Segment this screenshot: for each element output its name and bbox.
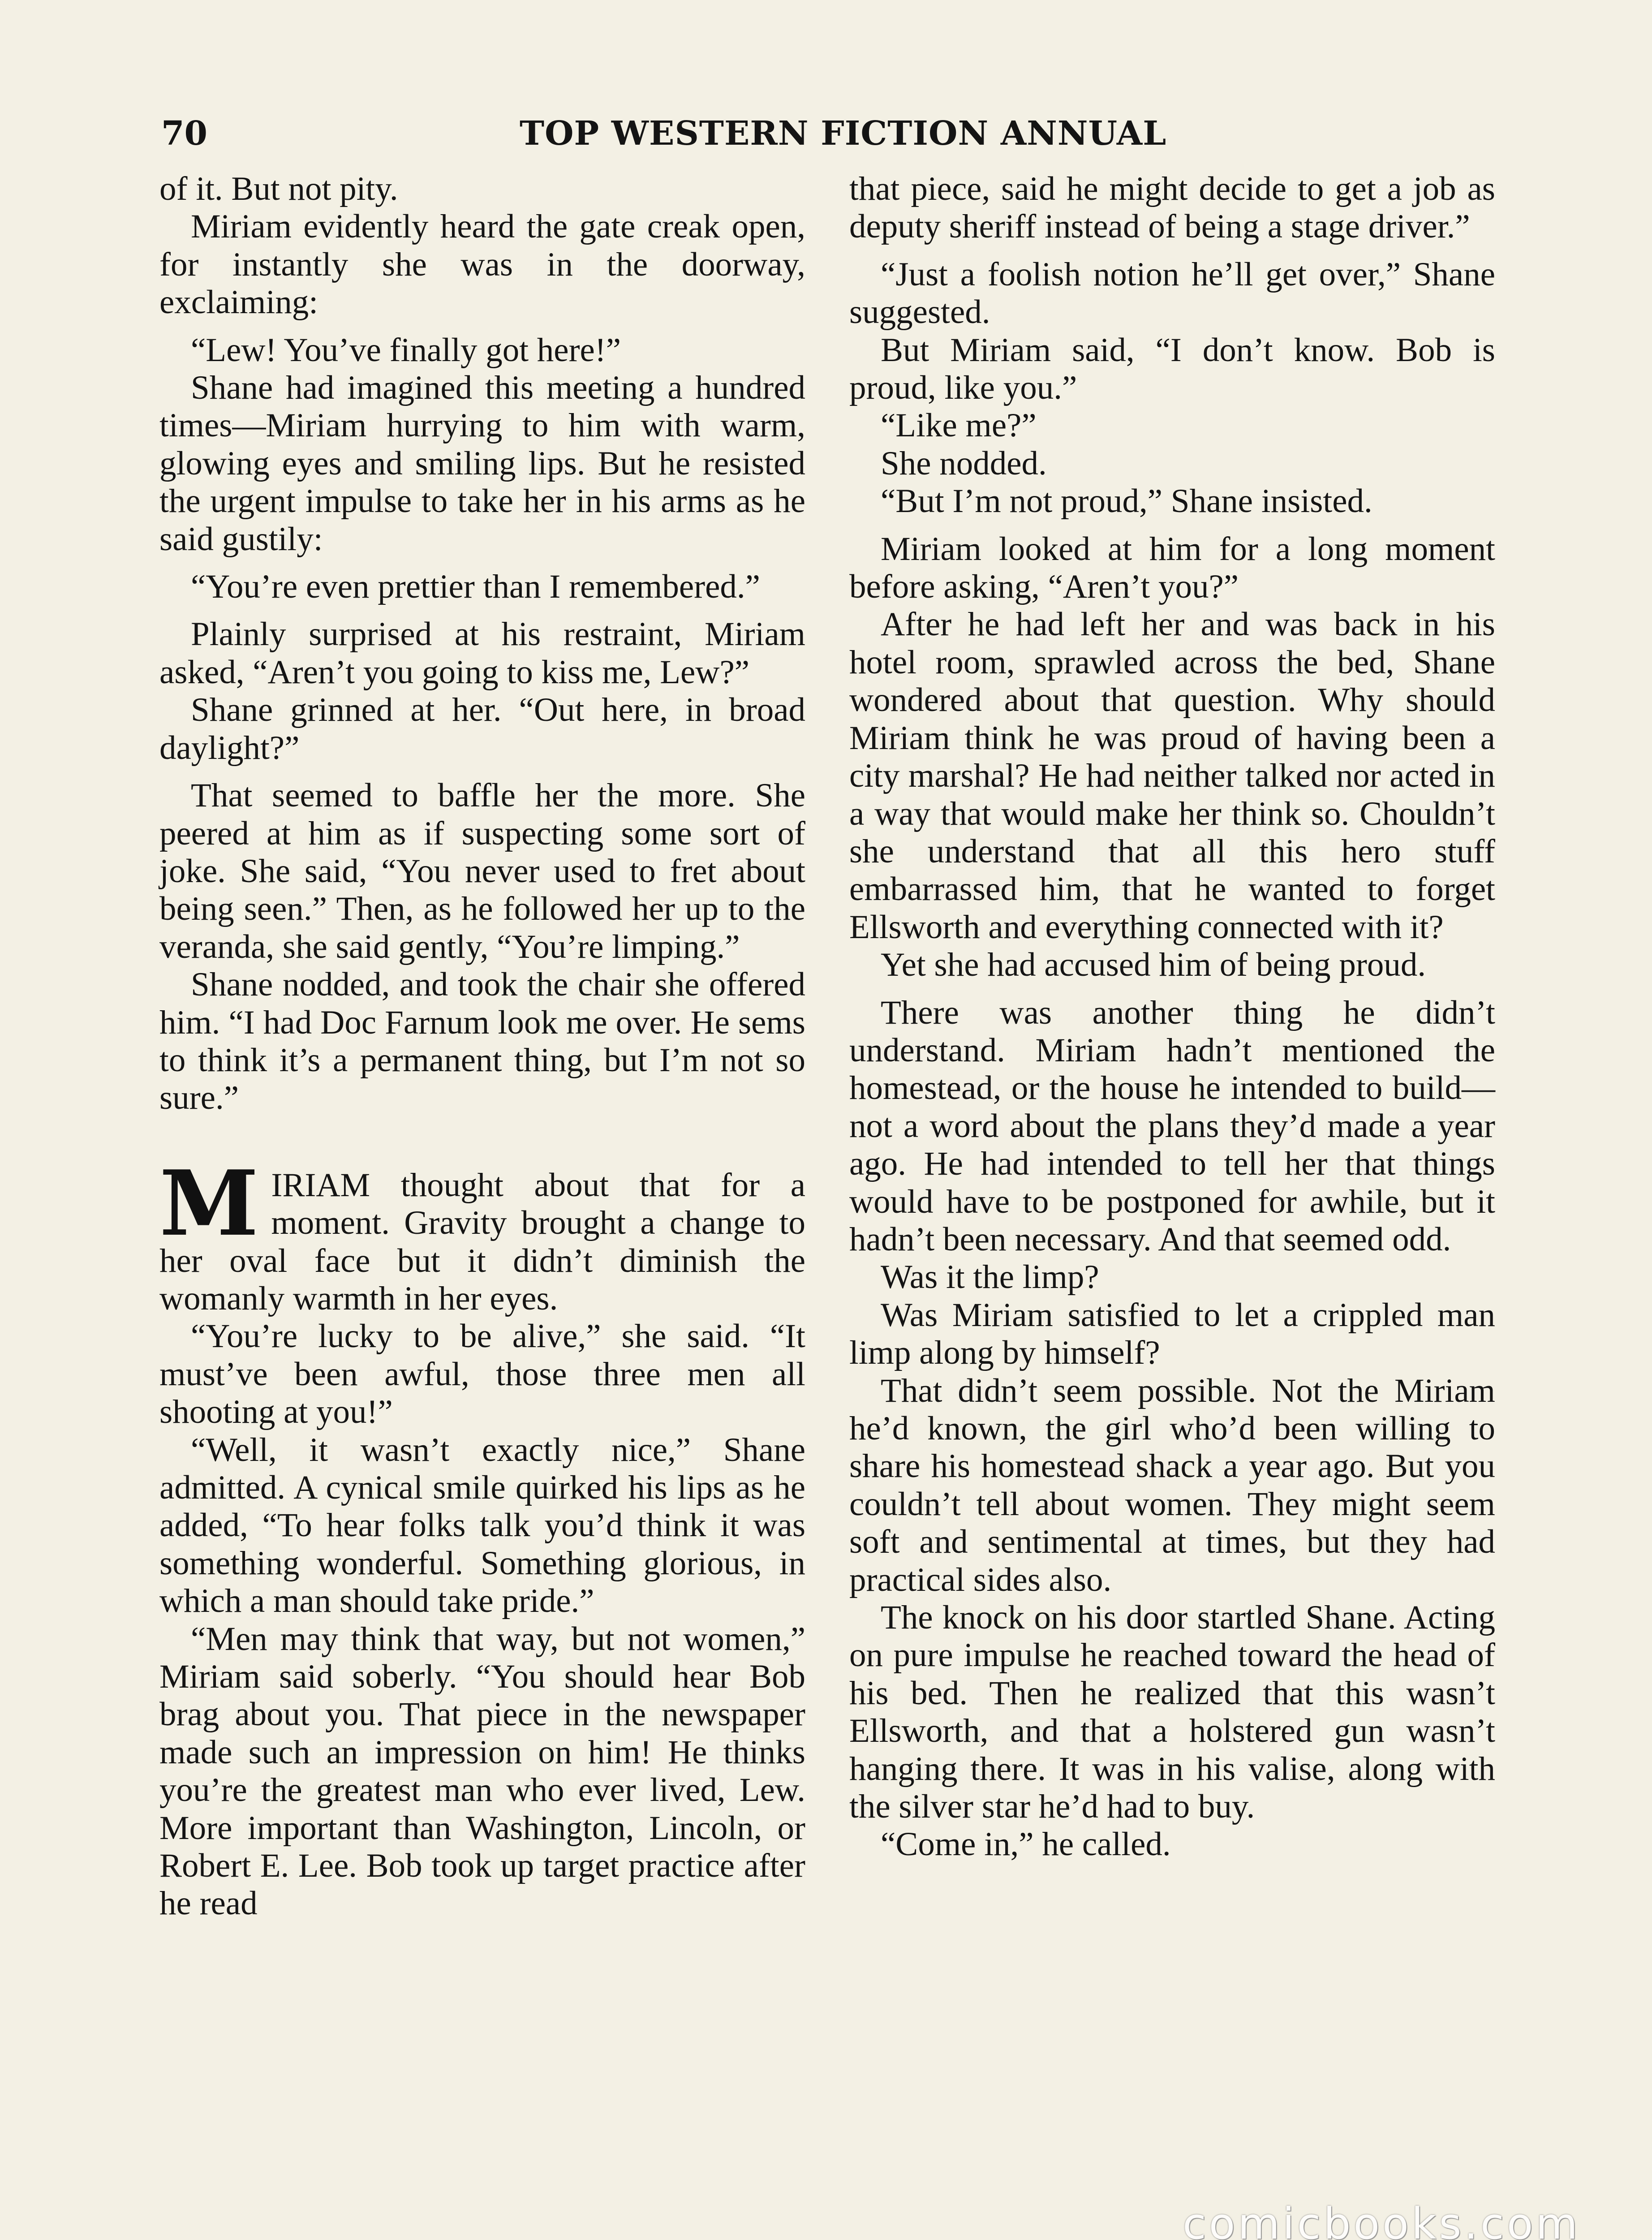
paragraph: Shane nodded, and took the chair she offered him. “I had Doc Farnum look me over. He sems to think it’s a permanent thing, but I’m not so sure.” bbox=[159, 966, 805, 1117]
paragraph-text: IRIAM thought about that for a moment. Gravity brought a change to her oval face but it didn’t diminish the womanly warmth in her eyes. bbox=[159, 1166, 805, 1317]
paragraph: That didn’t seem possible. Not the Miriam he’d known, the girl who’d been willing to share his homestead shack a year ago. But you couldn’t tell about women. They might seem soft and sentimental at times, but they had practical sides also. bbox=[849, 1372, 1495, 1598]
paragraph: Was Miriam satisfied to let a crippled man limp along by himself? bbox=[849, 1296, 1495, 1372]
paragraph: “But I’m not proud,” Shane insisted. bbox=[881, 482, 1372, 520]
paragraph: Miriam looked at him for a long moment before asking, “Aren’t you?” bbox=[849, 530, 1495, 606]
paragraph: Yet she had accused him of being proud. bbox=[881, 946, 1426, 984]
paragraph: After he had left her and was back in his hotel room, sprawled across the bed, Shane wondered about that question. Why should Miriam think he was proud of having been a city marshal? He had neither talked nor acted in a way that would make her think so. Chouldn’t she understand that all this hero stuff embarrassed him, that he wanted to forget Ellsworth and everything connected with it? bbox=[849, 606, 1495, 946]
paragraph: that piece, said he might decide to get a job as deputy sheriff instead of being a stage driver.” bbox=[849, 170, 1495, 246]
right-column bbox=[849, 170, 1495, 1864]
paragraph: She nodded. bbox=[881, 444, 1047, 482]
paragraph: Plainly surprised at his restraint, Miriam asked, “Aren’t you going to kiss me, Lew?” bbox=[159, 616, 805, 691]
page-header bbox=[161, 114, 1167, 164]
paragraph: “Just a foolish notion he’ll get over,” Shane suggested. bbox=[849, 255, 1495, 331]
paragraph: Shane grinned at her. “Out here, in broad daylight?” bbox=[159, 691, 805, 767]
paragraph: Shane had imagined this meeting a hundred times—Miriam hurrying to him with warm, glowing eyes and smiling lips. But he resisted the urgent impulse to take her in his arms as he said gustily: bbox=[159, 369, 805, 558]
left-column bbox=[159, 170, 805, 1923]
paragraph: “You’re even prettier than I remembered.” bbox=[191, 568, 760, 606]
page-number: 70 bbox=[161, 114, 207, 153]
paragraph: Miriam evidently heard the gate creak open, for instantly she was in the doorway, exclaiming: bbox=[159, 208, 805, 321]
paragraph: “Men may think that way, but not women,” Miriam said soberly. “You should hear Bob brag about you. That piece in the newspaper made such an impression on him! He thinks you’re the greatest man who ever lived, Lew. More important than Washington, Lincoln, or Robert E. Lee. Bob took up target practice after he read bbox=[159, 1620, 805, 1922]
paragraph: “Well, it wasn’t exactly nice,” Shane admitted. A cynical smile quirked his lips as he added, “To hear folks talk you’d think it was something wonderful. Something glorious, in which a man should take pride.” bbox=[159, 1431, 805, 1620]
watermark: comicbooks.com bbox=[1182, 2199, 1580, 2240]
paragraph: But Miriam said, “I don’t know. Bob is proud, like you.” bbox=[849, 331, 1495, 407]
paragraph: “Lew! You’ve finally got here!” bbox=[191, 331, 621, 369]
paragraph: of it. But not pity. bbox=[159, 170, 398, 207]
paragraph: Was it the limp? bbox=[881, 1258, 1099, 1296]
paragraph: There was another thing he didn’t understand. Miriam hadn’t mentioned the homestead, or the house he intended to build—not a word about the plans they’d made a year ago. He had intended to tell her that things would have to be postponed for awhile, but it hadn’t been necessary. And that seemed odd. bbox=[849, 994, 1495, 1258]
paragraph: The knock on his door startled Shane. Acting on pure impulse he reached toward the head of his bed. Then he realized that this wasn’t Ellsworth, and that a holstered gun wasn’t hanging there. It was in his valise, along with the silver star he’d had to buy. bbox=[849, 1599, 1495, 1826]
paragraph: “Like me?” bbox=[881, 407, 1037, 444]
page-title: TOP WESTERN FICTION ANNUAL bbox=[520, 114, 1167, 153]
paragraph: That seemed to baffle her the more. She peered at him as if suspecting some sort of joke. She said, “You never used to fret about being seen.” Then, as he followed her up to the veranda, she said gently, “You’re limping.” bbox=[159, 777, 805, 965]
drop-cap: M bbox=[159, 1150, 259, 1256]
paragraph: “Come in,” he called. bbox=[881, 1826, 1171, 1863]
paragraph: “You’re lucky to be alive,” she said. “It must’ve been awful, those three men all shooting at you!” bbox=[159, 1318, 805, 1431]
section-start-paragraph bbox=[159, 1150, 805, 1318]
